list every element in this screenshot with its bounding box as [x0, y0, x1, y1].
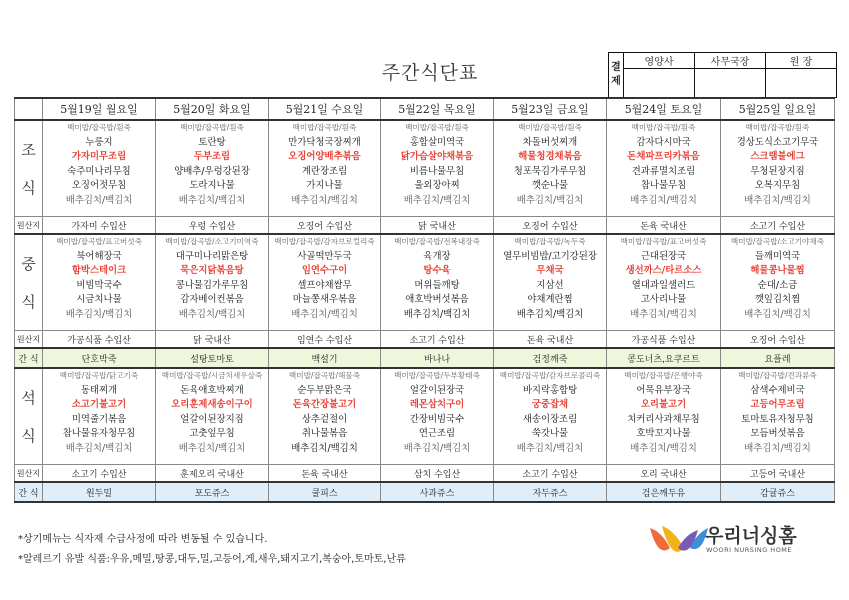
snack-item: 백설기 — [269, 348, 381, 368]
breakfast-menu-item: 가자미무조림 — [71, 151, 127, 162]
snack-label: 간 식 — [15, 348, 43, 368]
dinner-menu-item: 배추김치/백김치 — [291, 442, 358, 454]
dinner-menu-item: 백미밥/잡곡밥/해물죽 — [288, 371, 361, 380]
dinner-menu-item: 배추김치/백김치 — [516, 442, 584, 454]
lunch-menu-item: 해물콩나물찜 — [750, 265, 805, 276]
lunch-menu-item: 함박스테이크 — [71, 265, 127, 276]
breakfast-menu-item: 배추김치/백김치 — [178, 194, 246, 206]
breakfast-origin: 가자미 수입산 — [43, 217, 156, 235]
logo-subtitle: WOORI NURSING HOME — [706, 546, 793, 554]
dinner-menu-item: 레몬삼치구이 — [409, 399, 465, 410]
dinner-menu-item: 얼갈이된장지짐 — [180, 413, 244, 425]
day-header: 5월23일 금요일 — [494, 98, 607, 120]
lunch-menu-item: 배추김치/백김치 — [65, 308, 133, 320]
lunch-menu-item: 지삼선 — [536, 279, 564, 291]
dinner-menu-item: 어묵유부장국 — [636, 384, 691, 396]
breakfast-menu-item: 홍합살미역국 — [409, 136, 465, 148]
breakfast-menu-item: 백미밥/잡곡밥/흰죽 — [67, 123, 131, 132]
lunch-menu-item: 감자베이컨볶음 — [180, 294, 244, 305]
breakfast-menu-item: 가지나물 — [306, 180, 343, 191]
lunch-origin: 임연수 수입산 — [269, 331, 381, 349]
dinner-menu-cell — [381, 368, 494, 465]
lunch-menu-item: 깻잎김치찜 — [754, 294, 801, 305]
breakfast-menu-item: 백미밥/잡곡밥/흰죽 — [745, 123, 810, 132]
breakfast-menu-item: 참나물무침 — [640, 180, 687, 191]
breakfast-menu-item: 양배추/우렁강된장 — [174, 165, 250, 177]
lunch-menu-item: 고사리나물 — [640, 294, 687, 305]
lunch-menu-item: 배추김치/백김치 — [178, 308, 246, 320]
breakfast-menu-item: 청포묵김가루무침 — [513, 165, 587, 177]
dinner-label-top: 석 — [21, 388, 36, 407]
lunch-menu-item: 열무비빔밥/고기강된장 — [503, 250, 597, 262]
note-supply: *상기메뉴는 식자재 수급사정에 따라 변동될 수 있습니다. — [18, 534, 268, 545]
snack-item: 단호박죽 — [43, 348, 156, 368]
dinner-menu-item: 상추겉절이 — [301, 413, 348, 425]
lunch-menu-item: 야채계란찜 — [527, 294, 573, 305]
weekly-menu-table — [14, 97, 835, 503]
dinner-menu-item: 연근조림 — [418, 428, 456, 439]
lunch-origin: 가공식품 수입산 — [607, 331, 721, 349]
dinner-menu-item: 참나물유자청무침 — [62, 428, 136, 439]
breakfast-menu-item: 닭가슴살야채볶음 — [400, 151, 474, 162]
snack-item: 콩도너츠,요쿠르트 — [607, 348, 721, 368]
dinner-menu-item: 모듬버섯볶음 — [750, 428, 805, 439]
lunch-menu-item: 백미밥/잡곡밥/녹두죽 — [514, 237, 586, 246]
breakfast-menu-item: 스크램블에그 — [750, 151, 805, 162]
lunch-origin: 닭 국내산 — [156, 331, 269, 349]
day-header: 5월25일 일요일 — [721, 98, 835, 120]
dinner-menu-cell — [721, 368, 835, 465]
dinner-menu-cell — [269, 368, 381, 465]
breakfast-menu-item: 숙주미나리무침 — [67, 165, 131, 177]
dinner-menu-item: 동태찌개 — [80, 384, 118, 396]
dinner-menu-item: 치커리사과채무침 — [627, 413, 700, 425]
dinner-menu-item: 궁중잡채 — [531, 399, 569, 410]
dinner-menu-item: 바지락홍합탕 — [522, 384, 578, 396]
lunch-menu-item: 들깨미역국 — [754, 250, 801, 262]
dinner-menu-item: 백미밥/잡곡밥/감자브로콜리죽 — [499, 371, 601, 380]
breakfast-menu-item: 배추김치/백김치 — [516, 194, 584, 206]
breakfast-menu-cell — [381, 120, 494, 217]
lunch-menu-item: 배추김치/백김치 — [744, 308, 811, 320]
breakfast-menu-item: 도라지나물 — [189, 180, 235, 191]
breakfast-menu-item: 백미밥/잡곡밥/흰죽 — [631, 123, 696, 132]
lunch-menu-item: 백미밥/잡곡밥/표고버섯죽 — [56, 237, 142, 246]
dinner-menu-item: 취나물볶음 — [301, 428, 348, 439]
snack-item: 검정깨죽 — [494, 348, 607, 368]
breakfast-menu-item: 계란장조림 — [301, 165, 348, 177]
breakfast-menu-item: 백미밥/잡곡밥/흰죽 — [180, 123, 244, 132]
lunch-menu-item: 배추김치/백김치 — [403, 308, 471, 320]
breakfast-origin-label: 원산지 — [15, 217, 43, 235]
lunch-label — [15, 234, 43, 331]
snack-item: 자두쥬스 — [494, 482, 607, 502]
dinner-origin: 고등어 국내산 — [721, 465, 835, 483]
breakfast-menu-item: 백미밥/잡곡밥/흰죽 — [292, 123, 357, 132]
snack-item: 원두밀 — [43, 482, 156, 502]
dinner-menu-item: 고춧잎무침 — [189, 428, 235, 439]
dinner-menu-item: 순두부맑은국 — [297, 384, 352, 396]
lunch-menu-item: 탕수육 — [423, 265, 451, 276]
day-header: 5월19일 월요일 — [43, 98, 156, 120]
dinner-menu-item: 배추김치/백김치 — [744, 442, 811, 454]
dinner-menu-cell — [43, 368, 156, 465]
day-header: 5월22일 목요일 — [381, 98, 494, 120]
breakfast-menu-item: 백미밥/잡곡밥/흰죽 — [405, 123, 469, 132]
logo-name: 우리너싱홈 — [705, 525, 797, 547]
breakfast-label-top: 조 — [21, 140, 36, 159]
breakfast-origin: 우렁 수입산 — [156, 217, 269, 235]
approval-sign-box[interactable] — [624, 69, 695, 98]
lunch-menu-item: 백미밥/잡곡밥/표고버섯죽 — [620, 237, 707, 246]
dinner-menu-item: 얼갈이된장국 — [409, 384, 465, 396]
lunch-origin: 가공식품 수입산 — [43, 331, 156, 349]
page-title: 주간식단표 — [381, 62, 479, 84]
approval-sign-box[interactable] — [766, 69, 837, 98]
snack-item: 요플레 — [721, 348, 835, 368]
snack-label: 간 식 — [15, 482, 43, 502]
lunch-menu-item: 사골떡만두국 — [297, 250, 352, 262]
breakfast-menu-item: 누룽지 — [85, 136, 113, 148]
header-corner — [15, 98, 43, 120]
dinner-menu-item: 고등어무조림 — [750, 399, 805, 410]
dinner-menu-item: 토마토유자청무침 — [741, 413, 814, 425]
lunch-origin: 소고기 수입산 — [381, 331, 494, 349]
breakfast-menu-item: 경상도식소고기무국 — [736, 136, 819, 148]
breakfast-origin: 닭 국내산 — [381, 217, 494, 235]
lunch-menu-item: 순대/소금 — [757, 279, 798, 291]
breakfast-menu-item: 두부조림 — [193, 151, 231, 162]
breakfast-menu-item: 오징어양배추볶음 — [288, 151, 361, 162]
lunch-menu-item: 대구미나리맑은탕 — [175, 250, 249, 262]
lunch-menu-cell — [607, 234, 721, 331]
lunch-menu-item: 백미밥/잡곡밥/소고기미역죽 — [165, 237, 259, 246]
breakfast-menu-item: 깻순나물 — [531, 180, 569, 191]
breakfast-menu-cell — [721, 120, 835, 217]
dinner-menu-item: 백미밥/잡곡밥/견과류죽 — [738, 371, 817, 380]
lunch-menu-cell — [381, 234, 494, 331]
approval-sign-box[interactable] — [695, 69, 766, 98]
approval-role-nutritionist: 영양사 — [624, 53, 695, 69]
breakfast-menu-item: 무청된장지짐 — [750, 165, 805, 177]
lunch-menu-item: 육개장 — [423, 250, 451, 262]
lunch-menu-cell — [269, 234, 381, 331]
lunch-menu-item: 배추김치/백김치 — [291, 308, 358, 320]
approval-box — [608, 52, 837, 98]
breakfast-menu-item: 토란탕 — [198, 136, 226, 148]
note-allergy: *알레르기 유발 식품:우유,메밀,땅콩,대두,밀,고등어,게,새우,돼지고기,복숭아,토마토,난류 — [18, 554, 406, 565]
dinner-menu-cell — [607, 368, 721, 465]
lunch-origin-label: 원산지 — [15, 331, 43, 349]
lunch-menu-cell — [494, 234, 607, 331]
lunch-menu-item: 배추김치/백김치 — [630, 308, 697, 320]
dinner-menu-item: 오리훈제새송이구이 — [171, 399, 253, 410]
breakfast-label-bottom: 식 — [21, 178, 36, 197]
dinner-origin: 돈육 국내산 — [269, 465, 381, 483]
day-header: 5월21일 수요일 — [269, 98, 381, 120]
snack-item: 바나나 — [381, 348, 494, 368]
approval-label: 결 제 — [609, 53, 624, 98]
dinner-origin: 오리 국내산 — [607, 465, 721, 483]
breakfast-menu-cell — [269, 120, 381, 217]
dinner-menu-cell — [156, 368, 269, 465]
lunch-menu-item: 셀프야채쌈무 — [297, 279, 352, 291]
approval-role-director: 원 장 — [766, 53, 837, 69]
lunch-menu-cell — [156, 234, 269, 331]
snack-item: 포도쥬스 — [156, 482, 269, 502]
snack-item: 설탕토마토 — [156, 348, 269, 368]
breakfast-origin: 돈육 국내산 — [607, 217, 721, 235]
lunch-menu-item: 묵은지닭볶음탕 — [180, 265, 244, 276]
lunch-menu-item: 백미밥/잡곡밥/전복내장죽 — [394, 237, 480, 246]
lunch-menu-item: 임연수구이 — [301, 265, 348, 276]
approval-role-manager: 사무국장 — [695, 53, 766, 69]
dinner-menu-item: 소고기불고기 — [71, 399, 127, 410]
lunch-menu-item: 근대된장국 — [640, 250, 687, 262]
snack-item: 사과쥬스 — [381, 482, 494, 502]
dinner-menu-item: 백미밥/잡곡밥/시금치새우살죽 — [161, 371, 263, 380]
breakfast-menu-item: 비름나물무침 — [409, 165, 465, 177]
day-header: 5월24일 토요일 — [607, 98, 721, 120]
dinner-menu-item: 배추김치/백김치 — [403, 442, 471, 454]
dinner-origin: 소고기 수입산 — [43, 465, 156, 483]
lunch-menu-item: 백미밥/잡곡밥/소고기야채죽 — [730, 237, 825, 246]
breakfast-menu-cell — [607, 120, 721, 217]
dinner-menu-item: 호박꼬지나물 — [636, 428, 691, 439]
dinner-menu-item: 배추김치/백김치 — [630, 442, 697, 454]
dinner-origin: 훈제오리 국내산 — [156, 465, 269, 483]
lunch-menu-item: 배추김치/백김치 — [516, 308, 584, 320]
dinner-menu-item: 백미밥/잡곡밥/은행야죽 — [624, 371, 703, 380]
breakfast-label — [15, 120, 43, 217]
dinner-menu-item: 오리불고기 — [640, 399, 687, 410]
dinner-menu-item: 새송이장조림 — [522, 413, 578, 425]
lunch-menu-cell — [721, 234, 835, 331]
dinner-menu-item: 배추김치/백김치 — [178, 442, 246, 454]
breakfast-origin: 소고기 수입산 — [721, 217, 835, 235]
lunch-origin: 돈육 국내산 — [494, 331, 607, 349]
dinner-menu-item: 간장비빔국수 — [409, 413, 465, 425]
breakfast-menu-item: 해물청경채볶음 — [518, 151, 582, 162]
lunch-menu-item: 백미밥/잡곡밥/감자브로컬리죽 — [274, 237, 375, 246]
dinner-menu-item: 백미밥/잡곡밥/닭고기죽 — [59, 371, 139, 380]
dinner-menu-item: 미역줄기볶음 — [71, 413, 127, 425]
breakfast-menu-item: 견과류멸치조림 — [631, 165, 696, 177]
breakfast-menu-item: 배추김치/백김치 — [744, 194, 811, 206]
dinner-menu-item: 돈육간장불고기 — [292, 399, 357, 410]
lunch-origin: 오징어 수입산 — [721, 331, 835, 349]
breakfast-menu-cell — [494, 120, 607, 217]
breakfast-menu-item: 배추김치/백김치 — [630, 194, 697, 206]
notes — [18, 530, 406, 570]
lunch-menu-item: 북어해장국 — [76, 250, 122, 262]
dinner-origin-label: 원산지 — [15, 465, 43, 483]
dinner-label-bottom: 식 — [21, 426, 36, 445]
lunch-menu-item: 생선까스/타르소스 — [625, 265, 702, 276]
lunch-label-bottom: 식 — [21, 292, 36, 311]
lunch-label-top: 중 — [21, 254, 36, 273]
lunch-menu-cell — [43, 234, 156, 331]
breakfast-menu-item: 배추김치/백김치 — [403, 194, 471, 206]
breakfast-menu-item: 배추김치/백김치 — [65, 194, 133, 206]
breakfast-menu-item: 오복지무침 — [754, 180, 801, 191]
lunch-menu-item: 콩나물김가루무침 — [175, 279, 249, 291]
breakfast-menu-item: 만가닥청국장찌개 — [288, 136, 361, 148]
lunch-menu-item: 마늘쫑새우볶음 — [292, 294, 357, 305]
snack-item: 쿨피스 — [269, 482, 381, 502]
breakfast-menu-item: 차돌버섯찌개 — [522, 136, 578, 148]
lunch-menu-item: 애호박버섯볶음 — [405, 294, 469, 305]
dinner-menu-item: 배추김치/백김치 — [65, 442, 133, 454]
lunch-menu-item: 시금치나물 — [76, 294, 122, 305]
lunch-menu-item: 비빔막국수 — [76, 279, 122, 291]
lunch-menu-item: 무채국 — [536, 265, 564, 276]
dinner-menu-item: 쑥갓나물 — [531, 428, 569, 439]
breakfast-origin: 오징어 수입산 — [494, 217, 607, 235]
breakfast-origin: 오징어 수입산 — [269, 217, 381, 235]
snack-item: 감귤쥬스 — [721, 482, 835, 502]
lunch-menu-item: 열대과일샐러드 — [631, 279, 696, 291]
breakfast-menu-item: 백미밥/잡곡밥/흰죽 — [518, 123, 582, 132]
dinner-menu-item: 돈육애호박찌개 — [180, 384, 244, 396]
breakfast-menu-item: 감자다시마국 — [636, 136, 691, 148]
dinner-menu-item: 삼색수제비국 — [750, 384, 805, 396]
lunch-menu-item: 머위들깨탕 — [414, 279, 460, 291]
day-header: 5월20일 화요일 — [156, 98, 269, 120]
dinner-menu-item: 백미밥/잡곡밥/두부황태죽 — [394, 371, 480, 380]
breakfast-menu-item: 오징어젓무침 — [71, 180, 127, 191]
breakfast-menu-cell — [43, 120, 156, 217]
dinner-label — [15, 368, 43, 465]
snack-item: 검은깨두유 — [607, 482, 721, 502]
breakfast-menu-item: 울외장아찌 — [414, 180, 460, 191]
dinner-origin: 삼치 수입산 — [381, 465, 494, 483]
breakfast-menu-item: 배추김치/백김치 — [291, 194, 358, 206]
dinner-menu-cell — [494, 368, 607, 465]
dinner-origin: 소고기 수입산 — [494, 465, 607, 483]
breakfast-menu-item: 돈채파프리카볶음 — [627, 151, 700, 162]
breakfast-menu-cell — [156, 120, 269, 217]
